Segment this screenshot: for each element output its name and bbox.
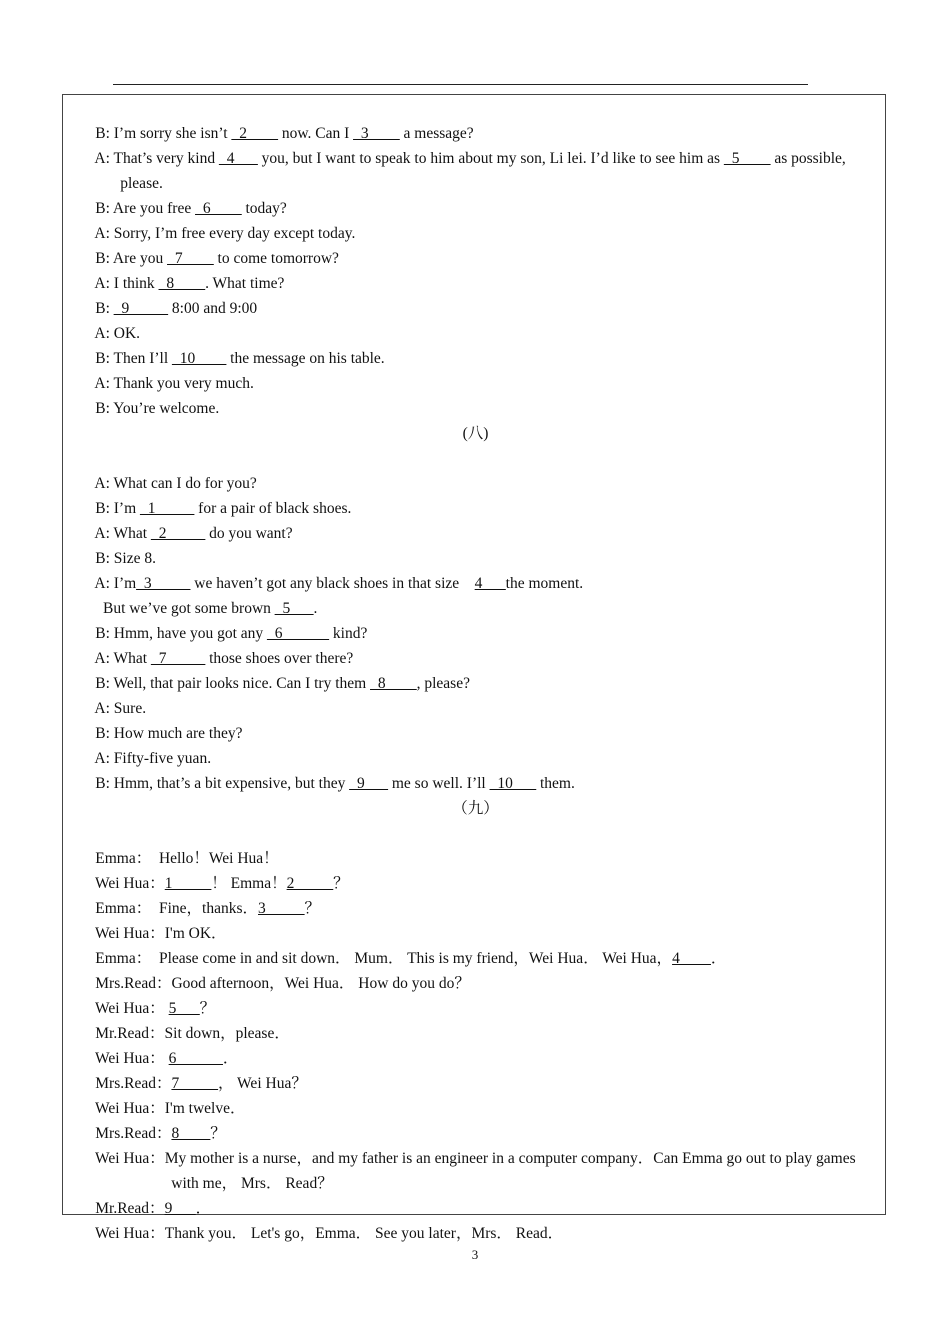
line-text: Mrs.Read：Good afternoon，Wei Hua． How do you do？ xyxy=(95,975,470,992)
line-text: ， Wei Hua？ xyxy=(217,1075,307,1092)
line-text: B: I’m xyxy=(95,500,141,517)
line-text: A: Sorry, I’m free every day except today. xyxy=(94,225,356,242)
line-text: B: xyxy=(95,300,114,317)
line-text: . xyxy=(313,600,318,617)
line-text: we haven’t got any black shoes in that size xyxy=(190,575,475,592)
line-text: Mr.Read： xyxy=(95,1200,165,1217)
dialogue-line xyxy=(72,446,879,492)
answer-blank[interactable]: 6______ xyxy=(168,1050,223,1067)
line-text: A: I think xyxy=(94,275,159,292)
line-text: with me， Mrs． Read？ xyxy=(171,1175,333,1192)
line-text: A: Fifty-five yuan. xyxy=(94,750,212,767)
line-text: me so well. I’ll xyxy=(388,775,490,792)
dialogue-content xyxy=(72,96,879,1242)
line-text: Wei Hua：I'm twelve． xyxy=(94,1100,246,1117)
line-text: ！ Emma！ xyxy=(211,875,287,892)
line-text: , please? xyxy=(416,675,470,692)
content-frame xyxy=(62,94,886,1242)
line-text: B: Hmm, that’s a bit expensive, but they xyxy=(95,775,350,792)
line-text: . What time? xyxy=(205,275,285,292)
answer-blank[interactable]: 2_____ xyxy=(286,875,334,892)
answer-blank[interactable]: _7_____ xyxy=(150,650,206,667)
line-text: A: I’m xyxy=(94,575,137,592)
dialogue-line xyxy=(72,546,879,592)
line-text: Wei Hua：Thank you． Let's go，Emma． See you later，Mrs． Read． xyxy=(94,1225,564,1242)
line-text: A: Thank you very much. xyxy=(94,375,254,392)
dialogue-line xyxy=(72,171,879,217)
answer-blank[interactable]: _2_____ xyxy=(150,525,206,542)
line-text: as possible, xyxy=(770,150,846,167)
section-heading: （九） xyxy=(452,800,499,817)
line-text: B: Well, that pair looks nice. Can I try them xyxy=(95,675,371,692)
line-text: B: Hmm, have you got any xyxy=(95,625,268,642)
line-text: ． xyxy=(710,950,727,967)
line-text: do you want? xyxy=(205,525,293,542)
answer-blank[interactable]: _7____ xyxy=(167,250,214,267)
answer-blank[interactable]: _8____ xyxy=(158,275,206,292)
line-text: A: What xyxy=(94,650,151,667)
answer-blank[interactable]: 1_____ xyxy=(164,875,212,892)
line-text: Mr.Read：Sit down，please． xyxy=(95,1025,290,1042)
line-text: A: Sure. xyxy=(94,700,147,717)
answer-blank[interactable]: _9___ xyxy=(349,775,388,792)
dialogue-line xyxy=(72,96,879,142)
answer-blank[interactable]: 5___ xyxy=(168,1000,200,1017)
line-text: B: Are you xyxy=(95,250,168,267)
answer-blank[interactable]: 4____ xyxy=(672,950,711,967)
line-text: to come tomorrow? xyxy=(213,250,339,267)
line-text: B: Then I’ll xyxy=(95,350,173,367)
line-text: A: What xyxy=(94,525,151,542)
line-text: B: I’m sorry she isn’t xyxy=(95,125,232,142)
line-text: Mrs.Read： xyxy=(95,1075,172,1092)
line-text: them. xyxy=(536,775,575,792)
line-text: ？ xyxy=(210,1125,226,1142)
line-text: kind? xyxy=(329,625,368,642)
dialogue-line xyxy=(72,821,879,867)
line-text: B: How much are they? xyxy=(95,725,243,742)
line-text: A: That’s very kind xyxy=(94,150,219,167)
section-heading: (八) xyxy=(462,425,489,442)
line-text: a message? xyxy=(399,125,474,142)
line-text: Wei Hua： xyxy=(94,1000,169,1017)
answer-blank[interactable]: _10____ xyxy=(172,350,227,367)
line-text: B: Size 8. xyxy=(95,550,156,567)
line-text: Emma： Hello！Wei Hua！ xyxy=(95,850,279,867)
line-text: please. xyxy=(120,175,163,192)
line-text: A: What can I do for you? xyxy=(94,475,257,492)
line-text: Wei Hua：I'm OK． xyxy=(94,925,227,942)
line-text: ？ xyxy=(304,900,321,917)
line-text: 8:00 and 9:00 xyxy=(168,300,258,317)
line-text: you, but I want to speak to him about my son, Li lei. I’d like to see him as xyxy=(257,150,724,167)
answer-blank[interactable]: _6______ xyxy=(267,625,330,642)
line-text: ？ xyxy=(333,875,349,892)
answer-blank[interactable]: _3_____ xyxy=(136,575,191,592)
page-number: 3 xyxy=(471,1247,479,1262)
line-text: Wei Hua： xyxy=(94,875,165,892)
line-text: those shoes over there? xyxy=(205,650,354,667)
line-text: the moment. xyxy=(505,575,584,592)
line-text: B: You’re welcome. xyxy=(95,400,220,417)
line-text: Wei Hua： xyxy=(94,1050,169,1067)
dialogue-line xyxy=(72,321,879,367)
line-text: ． xyxy=(195,1200,212,1217)
header-rule xyxy=(113,84,808,85)
answer-blank[interactable]: 7_____ xyxy=(171,1075,218,1092)
line-text: ． xyxy=(222,1050,239,1067)
line-text: Mrs.Read： xyxy=(95,1125,172,1142)
line-text: Wei Hua：My mother is a nurse，and my father is an engineer in a computer company．Can Emma go out to play games xyxy=(94,1150,856,1167)
answer-blank[interactable]: _5___ xyxy=(274,600,314,617)
line-text: the message on his table. xyxy=(226,350,385,367)
answer-blank[interactable]: 4___ xyxy=(474,575,506,592)
answer-blank[interactable]: _8____ xyxy=(370,675,417,692)
line-text: Emma： Please come in and sit down． Mum． This is my friend，Wei Hua． Wei Hua， xyxy=(95,950,673,967)
line-text: ？ xyxy=(199,1000,216,1017)
answer-blank[interactable]: _3____ xyxy=(353,125,400,142)
line-text: for a pair of black shoes. xyxy=(194,500,352,517)
answer-blank[interactable]: _2____ xyxy=(231,125,278,142)
answer-blank[interactable]: 3_____ xyxy=(258,900,305,917)
line-text: Emma： Fine，thanks． xyxy=(95,900,258,917)
line-text: today? xyxy=(241,200,287,217)
answer-blank[interactable]: _1_____ xyxy=(140,500,195,517)
dialogue-line xyxy=(72,696,879,742)
answer-blank[interactable]: _9_____ xyxy=(113,300,169,317)
line-text: now. Can I xyxy=(277,125,354,142)
answer-blank[interactable]: _4___ xyxy=(218,150,258,167)
answer-blank[interactable]: _5____ xyxy=(723,150,771,167)
line-text: A: OK. xyxy=(94,325,141,342)
answer-blank[interactable]: _10___ xyxy=(489,775,537,792)
line-text: But we’ve got some brown xyxy=(95,600,275,617)
answer-blank[interactable]: 8____ xyxy=(171,1125,211,1142)
line-text: B: Are you free xyxy=(95,200,196,217)
answer-blank[interactable]: _6____ xyxy=(195,200,242,217)
answer-blank[interactable]: 9___ xyxy=(164,1200,196,1217)
